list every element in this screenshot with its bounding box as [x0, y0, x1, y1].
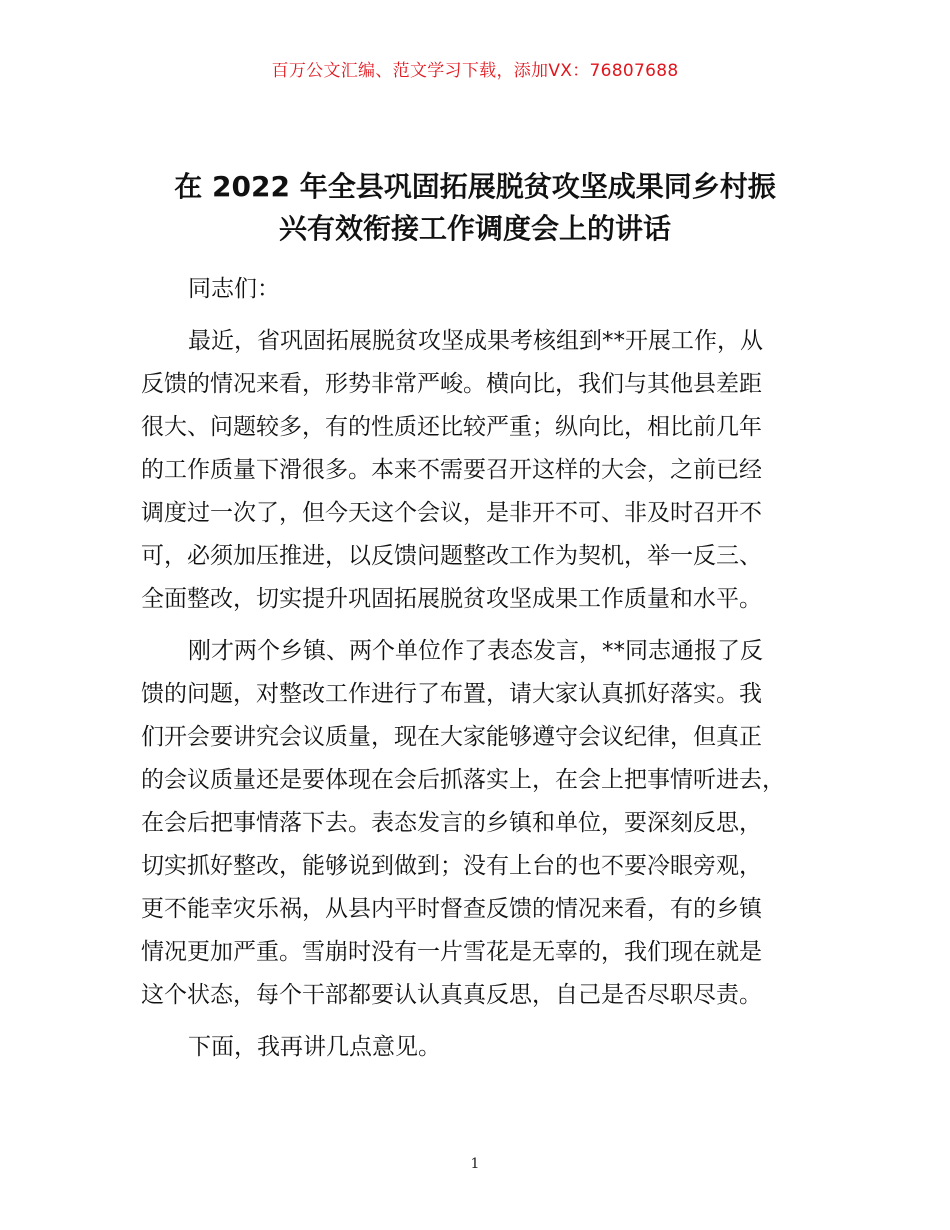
paragraph-salutation — [141, 268, 831, 311]
title-line: 兴有效衔接工作调度会上的讲话 — [278, 212, 671, 245]
paragraph-line: 在会后把事情落下去。表态发言的乡镇和单位，要深刻反思， — [141, 810, 762, 836]
paragraph-line: 情况更加严重。雪崩时没有一片雪花是无辜的，我们现在就是 — [141, 939, 762, 965]
paragraph-line: 的工作质量下滑很多。本来不需要召开这样的大会，之前已经 — [141, 457, 762, 483]
paragraph-2 — [141, 630, 831, 1017]
paragraph-line: 下面，我再讲几点意见。 — [188, 1034, 441, 1060]
paragraph-line: 反馈的情况来看，形势非常严峻。横向比，我们与其他县差距 — [141, 371, 762, 397]
paragraph-line: 切实抓好整改，能够说到做到；没有上台的也不要冷眼旁观， — [141, 853, 762, 879]
paragraph-line: 这个状态，每个干部都要认认真真反思，自己是否尽职尽责。 — [141, 982, 762, 1008]
paragraph-line: 最近，省巩固拓展脱贫攻坚成果考核组到**开展工作，从 — [188, 328, 763, 354]
paragraph-1 — [141, 320, 831, 621]
paragraph-line: 馈的问题，对整改工作进行了布置，请大家认真抓好落实。我 — [141, 681, 762, 707]
paragraph-line: 们开会要讲究会议质量，现在大家能够遵守会议纪律，但真正 — [141, 724, 762, 750]
document-body — [141, 268, 831, 1078]
paragraph-3 — [141, 1026, 831, 1069]
paragraph-line: 刚才两个乡镇、两个单位作了表态发言，**同志通报了反 — [188, 638, 763, 664]
paragraph-line: 全面整改，切实提升巩固拓展脱贫攻坚成果工作质量和水平。 — [141, 586, 762, 612]
watermark-text: 百万公文汇编、范文学习下载，添加VX：76807688 — [271, 61, 679, 81]
paragraph-line: 更不能幸灾乐祸，从县内平时督查反馈的情况来看，有的乡镇 — [141, 896, 762, 922]
paragraph-line: 同志们： — [188, 276, 280, 302]
paragraph-line: 的会议质量还是要体现在会后抓落实上，在会上把事情听进去， — [141, 767, 785, 793]
title-line: 在 2022 年全县巩固拓展脱贫攻坚成果同乡村振 — [174, 170, 776, 203]
paragraph-line: 可，必须加压推进，以反馈问题整改工作为契机，举一反三、 — [141, 543, 762, 569]
paragraph-line: 很大、问题较多，有的性质还比较严重；纵向比，相比前几年 — [141, 414, 762, 440]
page-title — [120, 166, 830, 250]
paragraph-line: 调度过一次了，但今天这个会议，是非开不可、非及时召开不 — [141, 500, 762, 526]
page-number: 1 — [470, 1156, 480, 1172]
